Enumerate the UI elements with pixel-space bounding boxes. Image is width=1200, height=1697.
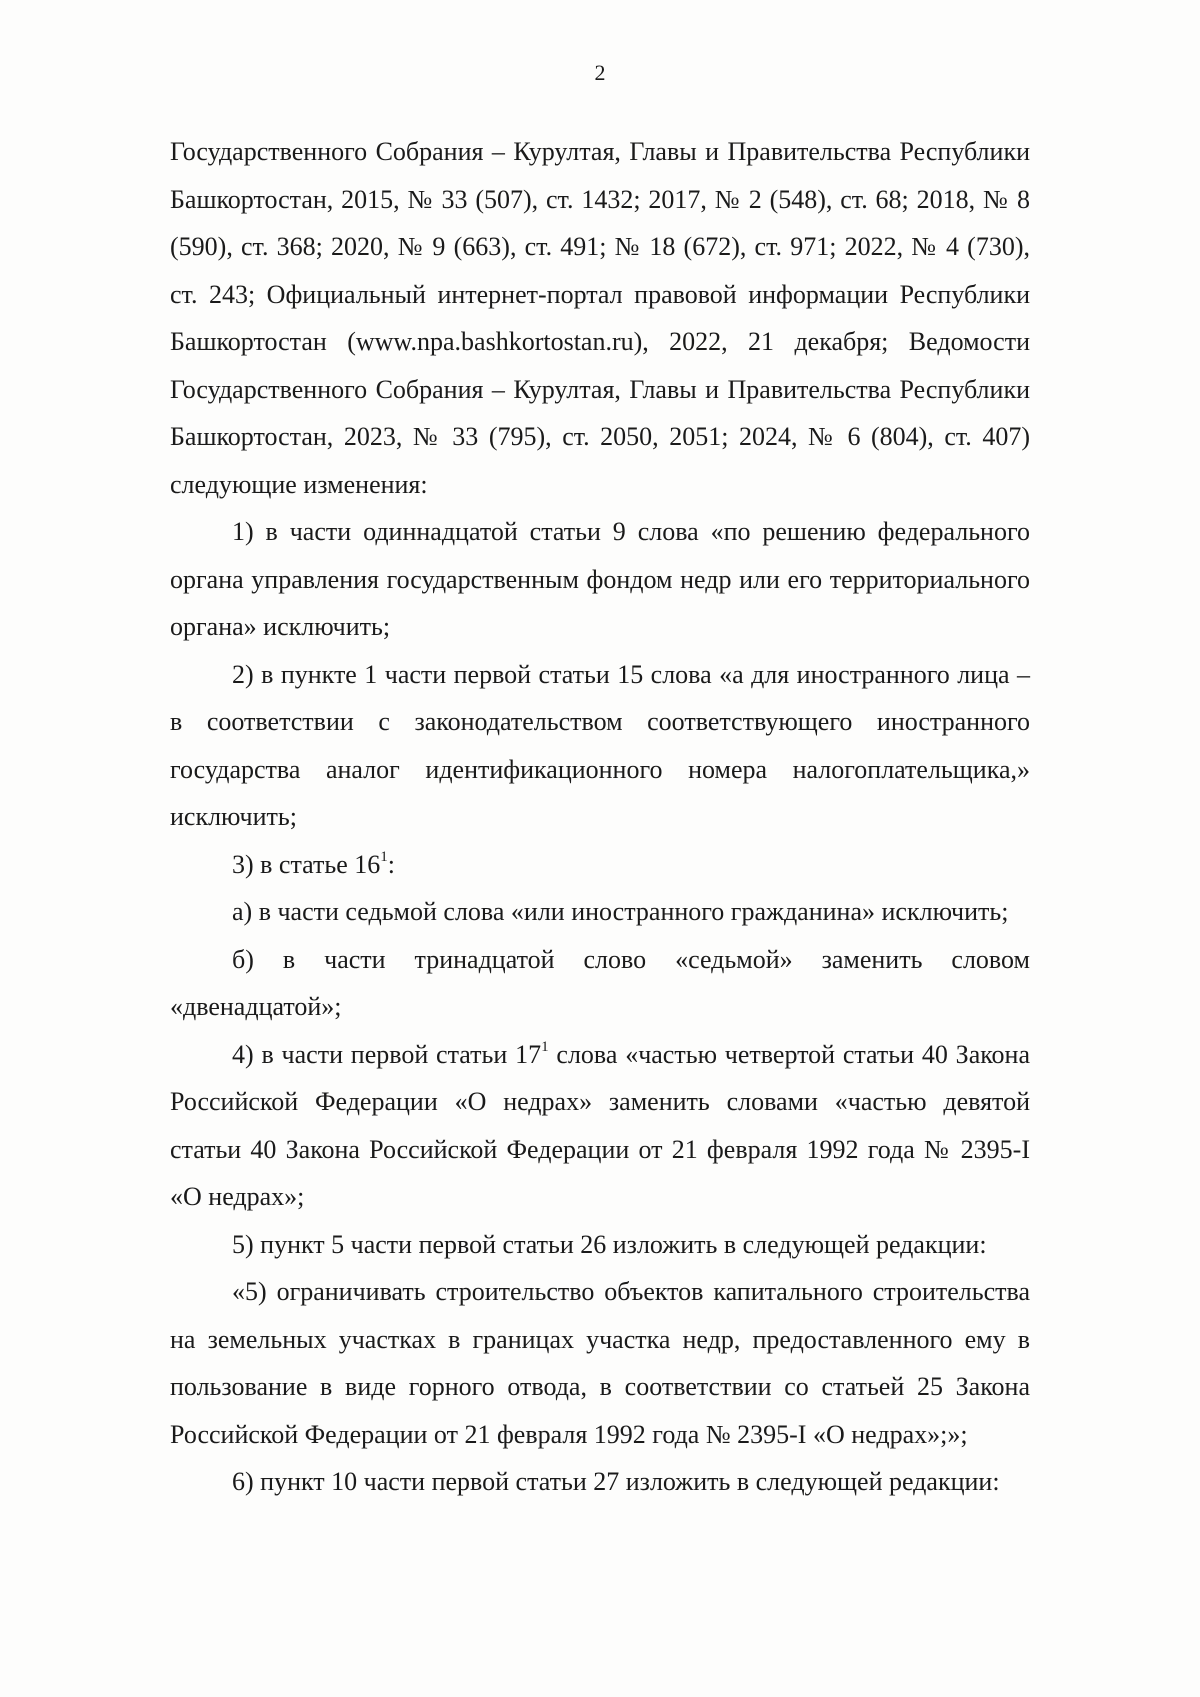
item-4-text: 4) в части первой статьи 17 bbox=[232, 1039, 542, 1069]
paragraph-item-3 bbox=[170, 841, 1030, 889]
paragraph-item-4 bbox=[170, 1031, 1030, 1221]
item-4-rest: слова «частью четвертой статьи 40 Закона Российской Федерации «О недрах» заменить словами «частью девятой статьи 40 Закона Российской Федерации от 21 февраля 1992 года № 2395-I «О недрах»; bbox=[170, 1039, 1030, 1211]
document-body bbox=[170, 128, 1030, 1506]
paragraph-subitem-b: б) в части тринадцатой слово «седьмой» заменить словом «двенадцатой»; bbox=[170, 944, 1030, 1021]
page-number: 2 bbox=[594, 60, 606, 85]
paragraph-item-1: 1) в части одиннадцатой статьи 9 слова «по решению федерального органа управления государственным фондом недр или его территориального органа» исключить; bbox=[170, 517, 1030, 641]
paragraph-item-5-quote: «5) ограничивать строительство объектов капитального строительства на земельных участках в границах участка недр, предоставленного ему в пользование в виде горного отвода, в соответствии со статьей 25 Закона Российской Федерации от 21 февраля 1992 года № 2395-I «О недрах»;»; bbox=[170, 1277, 1030, 1449]
paragraph-item-2: 2) в пункте 1 части первой статьи 15 слова «а для иностранного лица – в соответствии с законодательством соответствующего иностранного государства аналог идентификационного номера налогоплательщика,» исключить; bbox=[170, 659, 1030, 831]
paragraph-item-6: 6) пункт 10 части первой статьи 27 изложить в следующей редакции: bbox=[232, 1467, 1000, 1496]
item-4-superscript: 1 bbox=[541, 1038, 549, 1055]
paragraph-item-5: 5) пункт 5 части первой статьи 26 изложить в следующей редакции: bbox=[232, 1229, 987, 1259]
item-3-superscript: 1 bbox=[380, 848, 388, 865]
item-3-text: 3) в статье 16 bbox=[232, 849, 381, 879]
paragraph-intro-continuation: Государственного Собрания – Курултая, Главы и Правительства Республики Башкортостан, 2015, № 33 (507), ст. 1432; 2017, № 2 (548), ст. 68; 2018, № 8 (590), ст. 368; 2020, № 9 (663), ст. 491; № 18 (672), ст. 971; 2022, № 4 (730), ст. 243; Официальный интернет-портал правовой информации Республики Башкортостан (www.npa.bashkortostan.ru), 2022, 21 декабря; Ведомости Государственного Собрания – Курултая, Главы и Правительства Республики Башкортостан, 2023, № 33 (795), ст. 2050, 2051; 2024, № 6 (804), ст. 407) следующие изменения: bbox=[170, 137, 1030, 499]
item-3-colon: : bbox=[387, 849, 396, 879]
paragraph-subitem-a: а) в части седьмой слова «или иностранного гражданина» исключить; bbox=[232, 897, 1009, 926]
